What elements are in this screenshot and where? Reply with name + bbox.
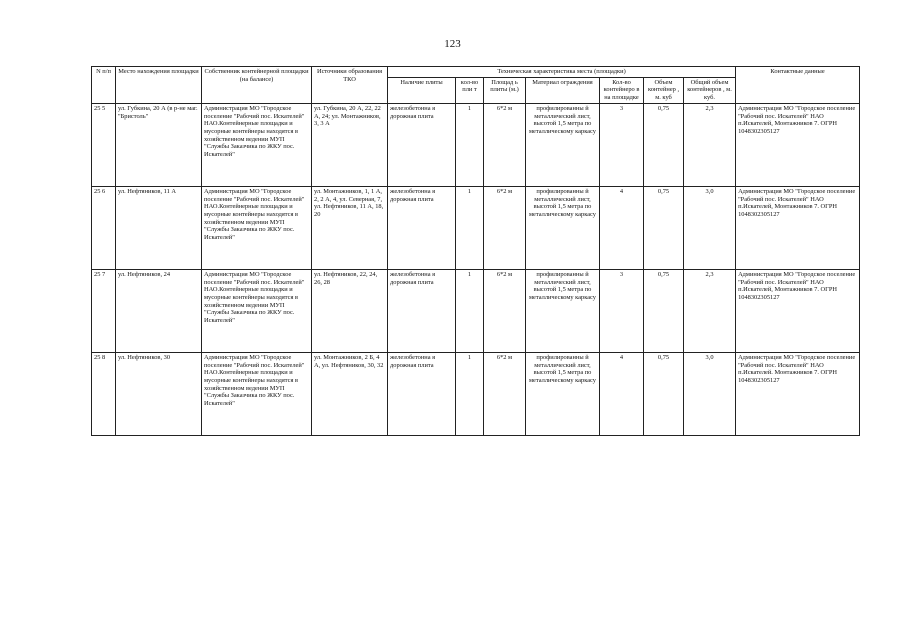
- cell-containers: 3: [600, 269, 644, 352]
- cell-contact: Администрация МО "Городское поселение "Рабочий пос. Искателей" НАО п.Искателей. Монтажников 7. ОГРН 1048302305127: [736, 352, 860, 435]
- cell-volume: 0,75: [644, 269, 684, 352]
- table-row: [92, 103, 860, 186]
- cell-slab-count: 1: [456, 269, 484, 352]
- cell-source: ул. Монтажников, 2 Б, 4 А, ул. Нефтяников, 30, 32: [312, 352, 388, 435]
- header-volume: Объем контейнер , м. куб: [644, 77, 684, 103]
- table-row: [92, 269, 860, 352]
- cell-place: ул. Губкина, 20 А (в р-не маг. "Бристоль": [116, 103, 202, 186]
- cell-contact: Администрация МО "Городское поселение "Рабочий пос. Искателей" НАО п.Искателей, Монтажников 7. ОГРН 1048302305127: [736, 103, 860, 186]
- cell-owner: Администрация МО "Городское поселение "Рабочий пос. Искателей" НАО.Контейнерные площадки и мусорные контейнеры находятся в хозяйственном ведении МУП "Службы Заказчика по ЖКУ пос. Искателей": [202, 269, 312, 352]
- header-row-top: [92, 67, 860, 78]
- header-fence: Материал ограждения: [526, 77, 600, 103]
- cell-slab-type: железобетонна я дорожная плита: [388, 186, 456, 269]
- cell-fence: профилированны й металлический лист, высотой 1,5 метра по металлическому каркасу: [526, 352, 600, 435]
- cell-owner: Администрация МО "Городское поселение "Рабочий пос. Искателей" НАО.Контейнерные площадки и мусорные контейнеры находятся в хозяйственном ведении МУП "Службы Заказчика по ЖКУ пос. Искателей": [202, 103, 312, 186]
- table-row: [92, 186, 860, 269]
- cell-slab-area: 6*2 м: [484, 352, 526, 435]
- cell-slab-area: 6*2 м: [484, 103, 526, 186]
- cell-slab-type: железобетонна я дорожная плита: [388, 269, 456, 352]
- cell-num: 25 7: [92, 269, 116, 352]
- cell-slab-type: железобетонна я дорожная плита: [388, 103, 456, 186]
- header-slab-area: Площад ь плиты (м.): [484, 77, 526, 103]
- header-owner: Собственник контейнерной площадки (на балансе): [202, 67, 312, 104]
- cell-place: ул. Нефтяников, 11 А: [116, 186, 202, 269]
- cell-place: ул. Нефтяников, 24: [116, 269, 202, 352]
- header-num: N п/п: [92, 67, 116, 104]
- header-tech: Техническая характеристика места (площадки): [388, 67, 736, 78]
- cell-slab-type: железобетонна я дорожная плита: [388, 352, 456, 435]
- cell-num: 25 5: [92, 103, 116, 186]
- cell-slab-count: 1: [456, 352, 484, 435]
- cell-num: 25 8: [92, 352, 116, 435]
- cell-contact: Администрация МО "Городское поселение "Рабочий пос. Искателей" НАО п.Искателей, Монтажников 7. ОГРН 1048302305127: [736, 186, 860, 269]
- header-contact: Контактные данные: [736, 67, 860, 104]
- cell-contact: Администрация МО "Городское поселение "Рабочий пос. Искателей" НАО п.Искателей, Монтажников 7. ОГРН 1048302305127: [736, 269, 860, 352]
- cell-total-volume: 3,0: [684, 186, 736, 269]
- header-slab-type: Наличие плиты: [388, 77, 456, 103]
- header-total-volume: Общий объем контейнеров , м. куб.: [684, 77, 736, 103]
- cell-source: ул. Монтажников, 1, 1 А, 2, 2 А, 4, ул. Северная, 7, ул. Нефтяников, 11 А, 18, 20: [312, 186, 388, 269]
- cell-total-volume: 3,0: [684, 352, 736, 435]
- cell-num: 25 6: [92, 186, 116, 269]
- container-sites-table: [91, 66, 860, 436]
- cell-place: ул. Нефтяников, 30: [116, 352, 202, 435]
- cell-total-volume: 2,3: [684, 269, 736, 352]
- cell-volume: 0,75: [644, 103, 684, 186]
- cell-source: ул. Нефтяников, 22, 24, 26, 28: [312, 269, 388, 352]
- cell-containers: 3: [600, 103, 644, 186]
- table-row: [92, 352, 860, 435]
- cell-fence: профилированны й металлический лист, высотой 1,5 метра по металлическому каркасу: [526, 269, 600, 352]
- cell-owner: Администрация МО "Городское поселение "Рабочий пос. Искателей" НАО.Контейнерные площадки и мусорные контейнеры находятся в хозяйственном ведении МУП "Службы Заказчика по ЖКУ пос. Искателей": [202, 352, 312, 435]
- header-containers: Кол-во контейнеро в на площадке: [600, 77, 644, 103]
- header-source: Источники образования ТКО: [312, 67, 388, 104]
- cell-total-volume: 2,3: [684, 103, 736, 186]
- cell-slab-area: 6*2 м: [484, 269, 526, 352]
- page-number: 123: [444, 38, 461, 50]
- cell-slab-count: 1: [456, 103, 484, 186]
- header-place: Место нахождения площадки: [116, 67, 202, 104]
- cell-volume: 0,75: [644, 352, 684, 435]
- cell-fence: профилированны й металлический лист, высотой 1,5 метра по металлическому каркасу: [526, 103, 600, 186]
- cell-slab-area: 6*2 м: [484, 186, 526, 269]
- header-slab-count: кол-во пли т: [456, 77, 484, 103]
- cell-containers: 4: [600, 186, 644, 269]
- cell-volume: 0,75: [644, 186, 684, 269]
- cell-source: ул. Губкина, 20 А, 22, 22 А, 24; ул. Монтажников, 3, 3 А: [312, 103, 388, 186]
- cell-fence: профилированны й металлический лист, высотой 1,5 метра по металлическому каркасу: [526, 186, 600, 269]
- cell-owner: Администрация МО "Городское поселение "Рабочий пос. Искателей" НАО.Контейнерные площадки и мусорные контейнеры находятся в хозяйственном ведении МУП "Службы Заказчика по ЖКУ пос. Искателей": [202, 186, 312, 269]
- cell-containers: 4: [600, 352, 644, 435]
- cell-slab-count: 1: [456, 186, 484, 269]
